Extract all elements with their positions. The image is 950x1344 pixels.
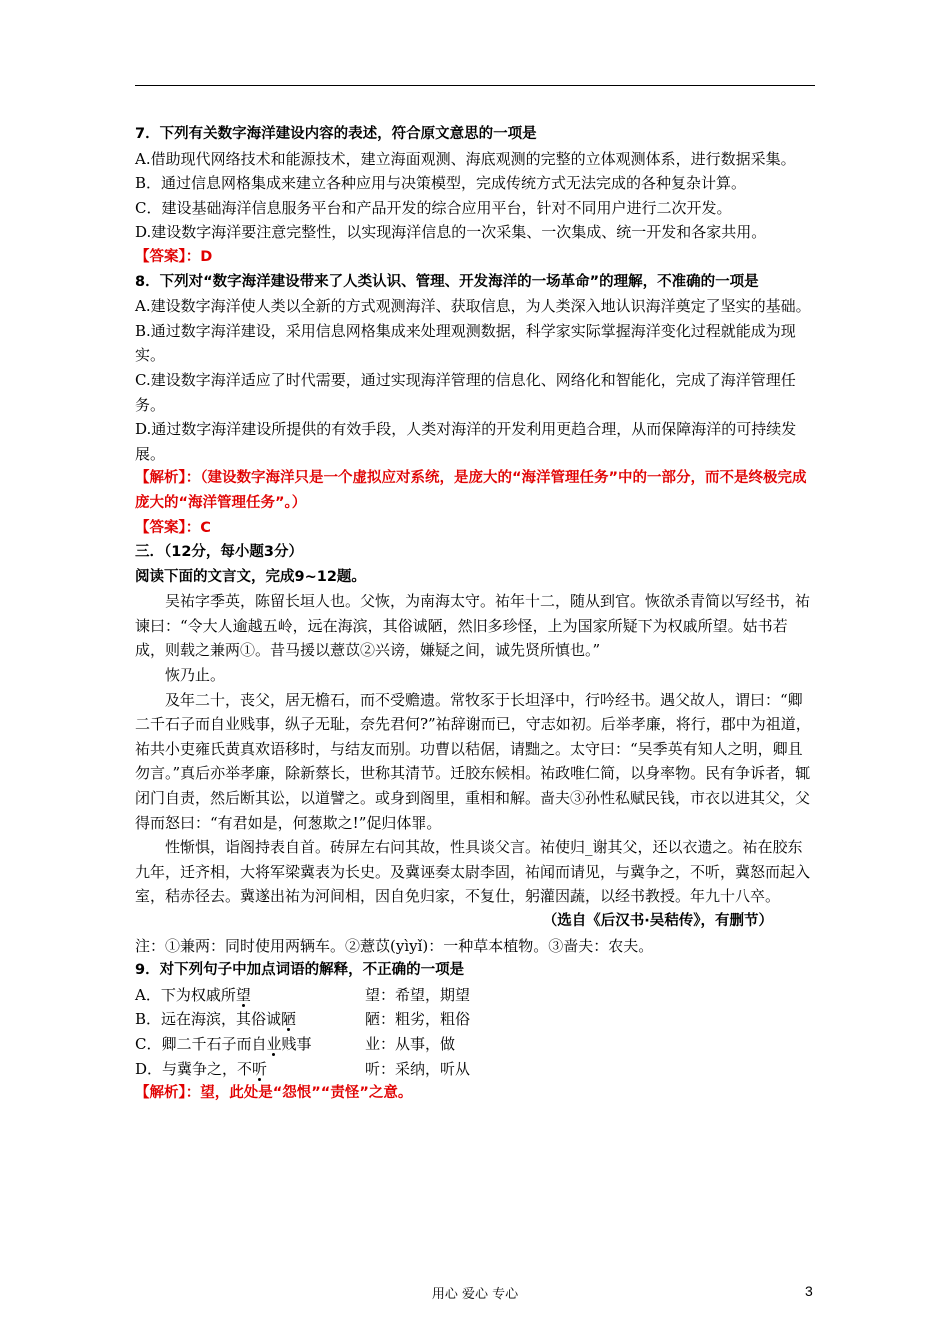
question-9-option-c bbox=[135, 1032, 817, 1057]
option-explanation: 听：采纳，听从 bbox=[365, 1059, 471, 1078]
question-8-option-d: D.通过数字海洋建设所提供的有效手段，人类对海洋的开发利用更趋合理，从而保障海洋的可持续发展。 bbox=[135, 420, 797, 463]
question-8-option-b: B.通过数字海洋建设，采用信息网格集成来处理观测数据，科学家实际掌握海洋变化过程就能成为现实。 bbox=[135, 321, 796, 365]
question-8-option-c: C.建设数字海洋适应了时代需要，通过实现海洋管理的信息化、网络化和智能化，完成了海洋管理任务。 bbox=[135, 370, 796, 414]
question-7-option-b: B．通过信息网格集成来建立各种应用与决策模型，完成传统方式无法完成的各种复杂计算。 bbox=[135, 174, 747, 193]
document-body bbox=[135, 122, 817, 1106]
option-sentence: B．远在海滨，其俗诚陋 bbox=[135, 1010, 297, 1029]
option-sentence: D．与冀争之，不听 bbox=[135, 1059, 268, 1078]
header-rule bbox=[135, 85, 815, 86]
question-8-stem: 8．下列对“数字海洋建设带来了人类认识、管理、开发海洋的一场革命”的理解，不准确的一项是 bbox=[135, 273, 759, 290]
question-9-option-d bbox=[135, 1057, 817, 1082]
option-explanation: 陋：粗劣，粗俗 bbox=[365, 1010, 471, 1029]
question-7-stem: 7．下列有关数字海洋建设内容的表述，符合原文意思的一项是 bbox=[135, 126, 537, 142]
question-9-option-a bbox=[135, 983, 817, 1008]
question-7-option-d: D.建设数字海洋要注意完整性，以实现海洋信息的一次采集、一次集成、统一开发和各家共用。 bbox=[135, 223, 767, 242]
question-9-analysis: 【解析】：望，此处是“怨恨”“责怪”之意。 bbox=[135, 1085, 413, 1102]
passage-paragraph-1: 吴祐字季英，陈留长垣人也。父恢，为南海太守。祐年十二，随从到官。恢欲杀青简以写经书，祐谏曰：“令大人逾越五岭，远在海滨，其俗诚陋，然旧多珍怪，上为国家所疑下为权戚所望。姑书若成，则载之兼两①。昔马援以薏苡②兴谤，嫌疑之间，诚先贤所慎也。” bbox=[135, 592, 811, 660]
question-8-answer: 【答案】：C bbox=[135, 519, 211, 536]
passage-source: （选自《后汉书·吴秸传》，有删节） bbox=[542, 913, 773, 929]
option-sentence: A．下为权戚所望 bbox=[135, 985, 251, 1004]
passage-paragraph-2: 及年二十，丧父，居无檐石，而不受赡遗。常牧豕于长坦泽中，行吟经书。遇父故人，谓曰：“卿二千石子而自业贱事，纵子无耻，奈先君何?”祐辞谢而已，守志如初。后举孝廉，将行，郡中为祖道，祐共小吏雍氏黄真欢语移时，与结友而别。功曹以秸倨，请黜之。太守曰：“吴季英有知人之明，卿且勿言。”真后亦举孝廉，除新蔡长，世称其清节。迁胶东候相。祐政唯仁简，以身率物。民有争诉者，辄闭门自责，然后断其讼，以道譬之。或身到阁里，重相和解。啬夫③孙性私赋民钱，市衣以进其父，父得而怒曰：“有君如是，何葱欺之!”促归体罪。 bbox=[135, 690, 811, 832]
section-3-instruction: 阅读下面的文言文，完成9~12题。 bbox=[135, 568, 366, 585]
question-9-stem: 9．对下列句子中加点词语的解释，不正确的一项是 bbox=[135, 962, 465, 979]
question-7-option-a: A.借助现代网络技术和能源技术，建立海面观测、海底观测的完整的立体观测体系，进行数据采集。 bbox=[135, 149, 796, 168]
passage-paragraph-1-end: 恢乃止。 bbox=[165, 666, 226, 685]
passage-paragraph-3: 性惭惧，诣阁持表自首。砖屏左右问其故，性具谈父言。祐使归_谢其父，还以衣遗之。祐在胶东九年，迁齐相，大将军梁冀表为长史。及冀诬奏太尉李固，祐闻而请见，与冀争之，不听，冀怒而起入室，秸赤径去。冀遂出祐为河间相，因自免归家，不复仕，躬灌因蔬，以经书教授。年九十八卒。 bbox=[135, 838, 811, 906]
question-9-option-b bbox=[135, 1007, 817, 1032]
question-8-option-a: A.建设数字海洋使人类以全新的方式观测海洋、获取信息，为人类深入地认识海洋奠定了坚实的基础。 bbox=[135, 297, 811, 316]
question-8-analysis: 【解析】：（建设数字海洋只是一个虚拟应对系统，是庞大的“海洋管理任务”中的一部分，而不是终极完成庞大的“海洋管理任务”。） bbox=[135, 470, 807, 511]
dotted-word: 陋 bbox=[281, 1010, 297, 1029]
passage-notes: 注：①兼两：同时使用两辆车。②薏苡(yìyǐ)：一种草本植物。③啬夫：农夫。 bbox=[135, 936, 654, 955]
page-number: 3 bbox=[805, 1283, 813, 1299]
dotted-word: 听 bbox=[252, 1059, 268, 1078]
option-explanation: 业：从事，做 bbox=[365, 1034, 456, 1053]
option-explanation: 望：希望，期望 bbox=[365, 985, 471, 1004]
question-7-answer: 【答案】：D bbox=[135, 248, 213, 265]
question-7-option-c: C．建设基础海洋信息服务平台和产品开发的综合应用平台，针对不同用户进行二次开发。 bbox=[135, 198, 732, 217]
footer-slogan: 用心 爱心 专心 bbox=[431, 1287, 519, 1302]
dotted-word: 望 bbox=[235, 985, 251, 1004]
section-3-title: 三．（12分，每小题3分） bbox=[135, 544, 304, 561]
option-sentence: C．卿二千石子而自业贱事 bbox=[135, 1034, 312, 1053]
dotted-word: 业 bbox=[266, 1034, 282, 1053]
